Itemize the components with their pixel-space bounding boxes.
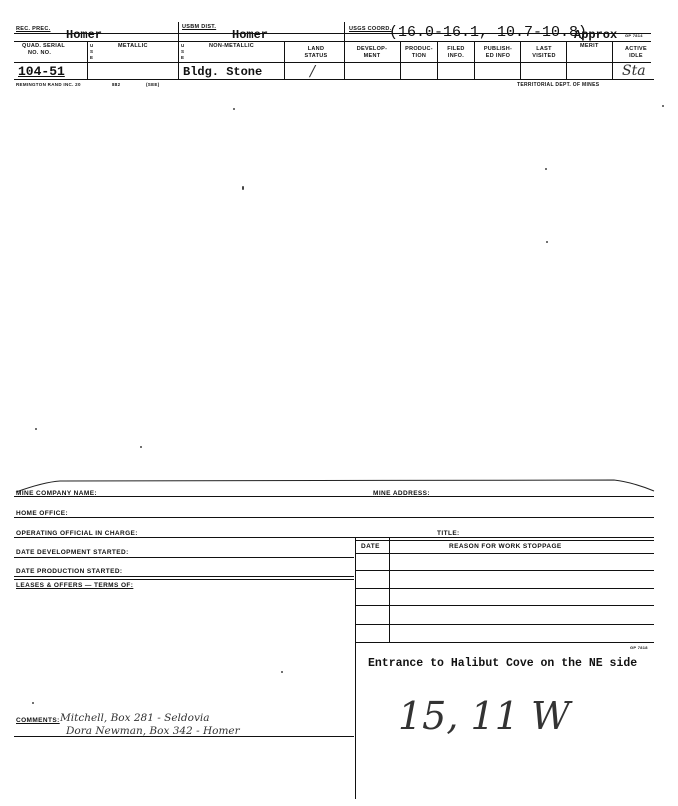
col-divider xyxy=(178,22,179,79)
torn-edge-line xyxy=(14,476,656,496)
speck xyxy=(281,671,283,673)
comment-line-2: Dora Newman, Box 342 - Homer xyxy=(66,725,240,737)
home-office-label: HOME OFFICE: xyxy=(16,510,69,517)
header-bottom-rule xyxy=(14,79,654,80)
col-use-metallic: U S E xyxy=(90,43,94,60)
rule-company xyxy=(14,496,654,497)
printer-imprint: REMINGTON RAND INC. 20 xyxy=(16,82,81,87)
header-col-rule xyxy=(14,62,651,63)
mine-address-label: MINE ADDRESS: xyxy=(373,490,430,497)
rec-prec-value: Homer xyxy=(66,28,103,42)
col-quad-serial: QUAD. SERIAL xyxy=(22,43,66,49)
usbm-dist-value: Homer xyxy=(232,28,269,42)
col-divider xyxy=(284,41,285,79)
record-active-idle: Sta xyxy=(622,63,646,79)
speck xyxy=(32,702,34,704)
date-column-header: DATE xyxy=(361,543,380,550)
speck xyxy=(545,168,547,170)
record-nonmetallic: Bldg. Stone xyxy=(183,65,263,79)
rule-stoppage-4 xyxy=(355,605,654,606)
rule-stoppage-3 xyxy=(355,588,654,589)
speck xyxy=(662,105,664,107)
col-divider xyxy=(612,41,613,79)
col-divider xyxy=(437,41,438,79)
rule-stoppage-2 xyxy=(355,570,654,571)
approx-value: Approx xyxy=(574,28,618,42)
rule-official xyxy=(14,537,654,538)
col-use-nonmetallic: U S E xyxy=(181,43,185,60)
header-mid-rule xyxy=(14,41,651,42)
rule-home-office xyxy=(14,517,654,518)
col-published-info: PUBLISH- ED INFO xyxy=(483,46,513,59)
mine-company-name-label: MINE COMPANY NAME: xyxy=(16,490,97,497)
col-divider xyxy=(400,41,401,79)
col-merit: MERIT xyxy=(580,43,599,49)
comments-label: COMMENTS: xyxy=(16,717,60,724)
title-label: TITLE: xyxy=(437,530,460,537)
date-development-label: DATE DEVELOPMENT STARTED: xyxy=(16,549,129,556)
col-divider xyxy=(474,41,475,79)
speck xyxy=(233,108,235,110)
speck xyxy=(140,446,142,448)
comment-line-1: Mitchell, Box 281 - Seldovia xyxy=(60,712,210,724)
record-quad-serial: 104-51 xyxy=(18,64,65,79)
col-divider xyxy=(520,41,521,79)
divider-date-reason xyxy=(389,537,390,642)
rule-prod-started xyxy=(14,576,354,577)
rule-stoppage-5 xyxy=(355,624,654,625)
col-active-idle: ACTIVE IDLE xyxy=(625,46,647,59)
printer-code: 882 xyxy=(112,82,121,87)
rule-dev-started xyxy=(14,557,354,558)
col-no-no: NO. NO. xyxy=(28,50,52,56)
col-divider xyxy=(566,41,567,79)
col-nonmetallic: NON-METALLIC xyxy=(209,43,255,49)
usgs-coord-label: USGS COORD. xyxy=(349,26,392,32)
col-development: DEVELOP- MENT xyxy=(356,46,388,59)
usgs-coord-value: (16.0-16.1, 10.7-10.8) xyxy=(389,24,588,41)
speck xyxy=(546,241,548,243)
rule-date-header xyxy=(355,540,654,541)
speck xyxy=(35,428,37,430)
col-divider xyxy=(344,22,345,79)
divider-left-right xyxy=(355,537,356,799)
col-divider xyxy=(87,41,88,79)
form-number-top: GP 7814 xyxy=(625,33,643,38)
handwritten-reference: 15, 11 W xyxy=(398,694,571,738)
usbm-dist-label: USBM DIST. xyxy=(182,24,217,30)
col-filed-info: FILED INFO. xyxy=(447,46,465,59)
rule-stoppage-6 xyxy=(355,642,654,643)
rule-prod-started-double xyxy=(14,579,354,580)
location-note: Entrance to Halibut Cove on the NE side xyxy=(368,657,638,670)
col-production: PRODUC- TION xyxy=(405,46,433,59)
department-name: TERRITORIAL DEPT. OF MINES xyxy=(517,82,600,88)
reason-column-header: REASON FOR WORK STOPPAGE xyxy=(449,543,562,550)
operating-official-label: OPERATING OFFICIAL IN CHARGE: xyxy=(16,530,138,537)
rec-prec-label: REC. PREC. xyxy=(16,26,51,32)
date-production-label: DATE PRODUCTION STARTED: xyxy=(16,568,123,575)
leases-label: LEASES & OFFERS — TERMS OF: xyxy=(16,582,134,589)
form-number-bottom: GP 7818 xyxy=(630,645,648,650)
speck xyxy=(242,186,244,190)
printer-paren: (SEE) xyxy=(146,82,160,87)
record-land-status: / xyxy=(310,62,316,80)
rule-stoppage-1 xyxy=(355,553,654,554)
col-land-status: LAND STATUS xyxy=(304,46,328,59)
col-last-visited: LAST VISITED xyxy=(532,46,556,59)
col-metallic: METALLIC xyxy=(118,43,148,49)
